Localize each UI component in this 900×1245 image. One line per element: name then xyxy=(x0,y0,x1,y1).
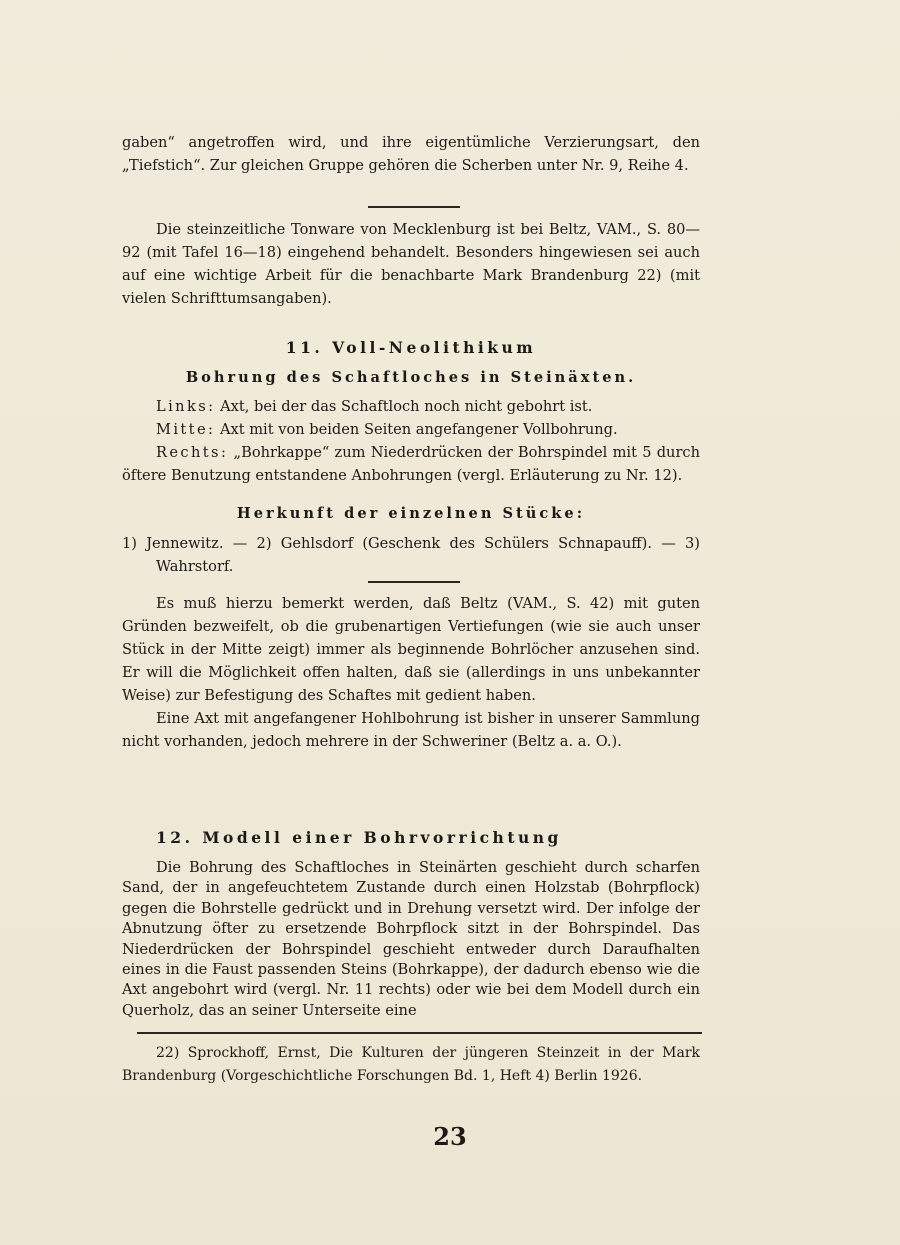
links-mitte-rechts-block xyxy=(122,395,700,487)
intro-text: gaben“ angetroffen wird, und ihre eigentümliche Verzierungsart, den „Tiefstich“. Zur gleichen Gruppe gehören die Scherben unter Nr. 9, Reihe 4. xyxy=(122,134,700,174)
rechts-line xyxy=(122,441,700,487)
mitte-text: Axt mit von beiden Seiten angefangener Vollbohrung. xyxy=(219,421,618,438)
intro-paragraph xyxy=(122,131,700,177)
rechts-text: „Bohrkappe“ zum Niederdrücken der Bohrspindel mit 5 durch öftere Benutzung entstandene Anbohrungen (vergl. Erläuterung zu Nr. 12). xyxy=(122,444,700,484)
mitte-label: Mitte: xyxy=(156,421,216,438)
links-label: Links: xyxy=(156,398,216,415)
rechts-label: Rechts: xyxy=(156,444,229,461)
axe-paragraph: Eine Axt mit angefangener Hohlbohrung ist bisher in unserer Sammlung nicht vorhanden, jedoch mehrere in der Schweriner (Beltz a. a. O.). xyxy=(122,710,700,750)
links-line xyxy=(122,395,700,418)
mitte-line xyxy=(122,418,700,441)
footnote-rule xyxy=(137,1032,702,1034)
remark-block xyxy=(122,592,700,753)
footnote-block xyxy=(122,1042,700,1088)
divider-rule-2 xyxy=(368,581,460,583)
herkunft-heading: Herkunft der einzelnen Stücke: xyxy=(236,505,586,522)
section-11-subheading: Bohrung des Schaftloches in Steinäxten. xyxy=(185,369,637,386)
second-paragraph xyxy=(122,218,700,310)
links-text: Axt, bei der das Schaftloch noch nicht gebohrt ist. xyxy=(220,398,593,415)
section-12-paragraph: Die Bohrung des Schaftloches in Steinärten geschieht durch scharfen Sand, der in angefeuchtetem Zustande durch einen Holzstab (Bohrpflock) gegen die Bohrstelle gedrückt und in Drehung versetzt wird. Der infolge der Abnutzung öfter zu ersetzende Bohrpflock sitzt in der Bohrspindel. Das Niederdrücken der Bohrspindel geschieht entweder durch Daraufhalten eines in die Faust passenden Steins (Bohrkappe), der dadurch ebenso wie die Axt angebohrt wird (vergl. Nr. 11 rechts) oder wie bei dem Modell durch ein Querholz, das an seiner Unterseite eine xyxy=(122,859,700,1019)
section-12-block xyxy=(122,858,700,1021)
remark-paragraph: Es muß hierzu bemerkt werden, daß Beltz (VAM., S. 42) mit guten Gründen bezweifelt, ob die grubenartigen Vertiefungen (wie sie auch unser Stück in der Mitte zeigt) immer als beginnende Bohrlöcher anzusehen sind. Er will die Möglichkeit offen halten, daß sie (allerdings in uns unbekannter Weise) zur Befestigung des Schaftes mit gedient haben. xyxy=(122,595,700,704)
section-11-heading: 11. Voll-Neolithikum xyxy=(285,338,537,357)
second-paragraph-text: Die steinzeitliche Tonware von Mecklenburg ist bei Beltz, VAM., S. 80—92 (mit Tafel 16—18) eingehend behandelt. Besonders hingewiesen sei auch auf eine wichtige Arbeit für die benachbarte Mark Brandenburg 22) (mit vielen Schrifttumsangaben). xyxy=(122,221,700,307)
divider-rule xyxy=(368,206,460,208)
footnote-text: 22) Sprockhoff, Ernst, Die Kulturen der jüngeren Steinzeit in der Mark Brandenburg (Vorgeschichtliche Forschungen Bd. 1, Heft 4) Berlin 1926. xyxy=(122,1045,700,1084)
herkunft-block xyxy=(122,532,700,578)
section-12-heading: 12. Modell einer Bohrvorrichtung xyxy=(156,828,562,847)
page-number: 23 xyxy=(433,1122,467,1151)
herkunft-text: 1) Jennewitz. — 2) Gehlsdorf (Geschenk des Schülers Schnapauff). — 3) Wahrstorf. xyxy=(122,535,700,575)
